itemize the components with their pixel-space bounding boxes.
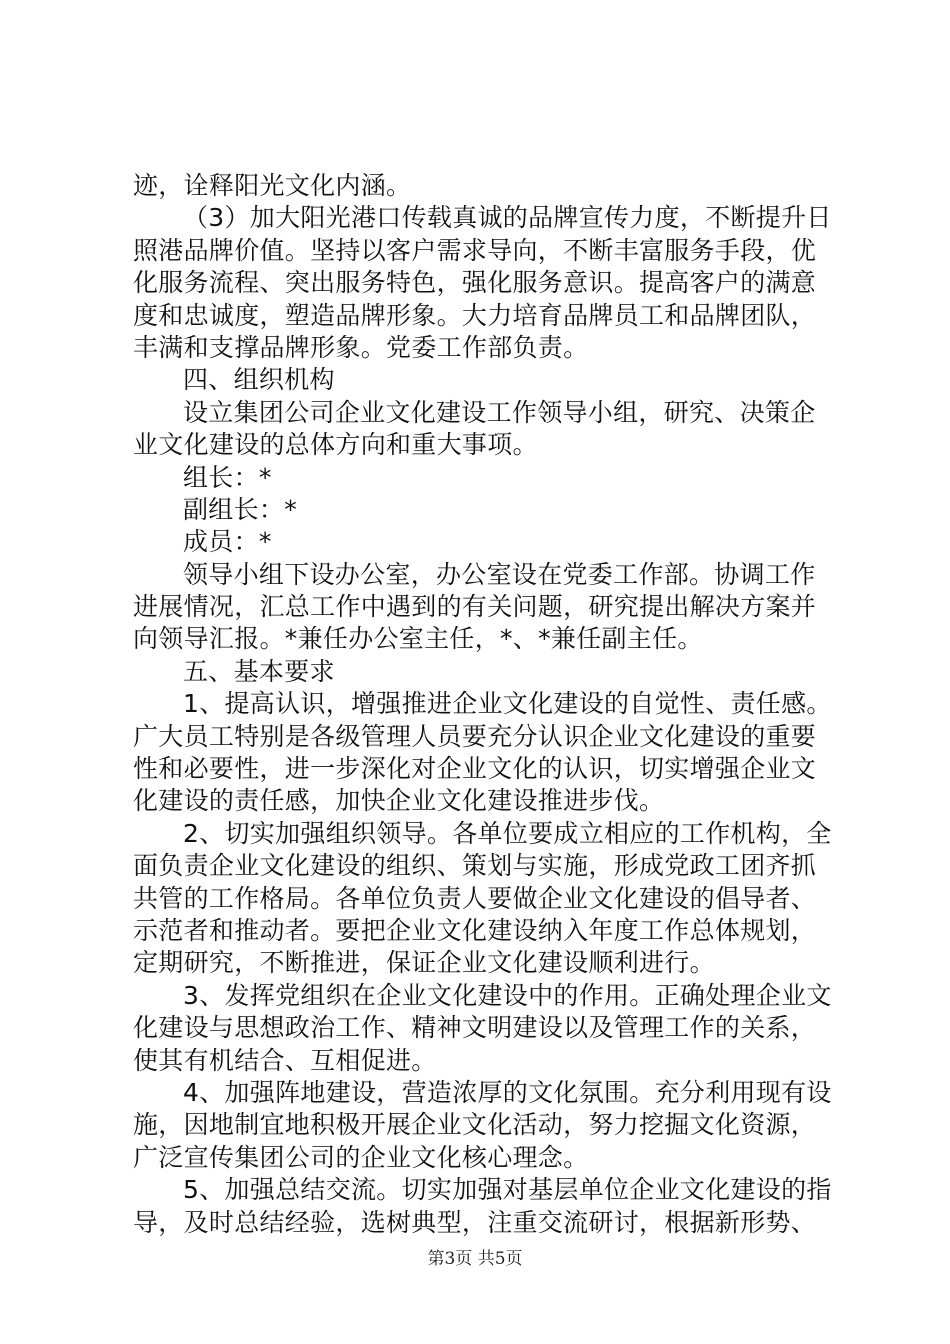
text-line: 定期研究，不断推进，保证企业文化建设顺利进行。 <box>133 948 715 978</box>
text-line: 化建设的责任感，加快企业文化建设推进步伐。 <box>133 786 665 816</box>
text-line: 化建设与思想政治工作、精神文明建设以及管理工作的关系， <box>133 1013 817 1043</box>
text-line: 4、加强阵地建设，营造浓厚的文化氛围。充分利用现有设 <box>183 1077 832 1107</box>
text-line: 化服务流程、突出服务特色，强化服务意识。提高客户的满意 <box>133 268 817 298</box>
text-line: 成员：* <box>183 527 272 557</box>
text-line: 广泛宣传集团公司的企业文化核心理念。 <box>133 1142 589 1172</box>
text-line: 5、加强总结交流。切实加强对基层单位企业文化建设的指 <box>183 1175 832 1205</box>
text-line: 迹，诠释阳光文化内涵。 <box>133 171 412 200</box>
text-line: 进展情况，汇总工作中遇到的有关问题，研究提出解决方案并 <box>133 592 817 622</box>
text-line: 组长：* <box>183 462 272 492</box>
text-line: 设立集团公司企业文化建设工作领导小组，研究、决策企 <box>183 397 816 427</box>
text-line: 领导小组下设办公室，办公室设在党委工作部。协调工作 <box>183 559 816 589</box>
text-line: 共管的工作格局。各单位负责人要做企业文化建设的倡导者、 <box>133 883 817 913</box>
text-line: 广大员工特别是各级管理人员要充分认识企业文化建设的重要 <box>133 721 817 751</box>
page-footer: 第3页 共5页 <box>427 1249 523 1269</box>
text-line: 使其有机结合、互相促进。 <box>133 1045 437 1075</box>
text-line: 3、发挥党组织在企业文化建设中的作用。正确处理企业文 <box>183 980 832 1010</box>
document-body <box>133 170 833 1239</box>
text-line: 示范者和推动者。要把企业文化建设纳入年度工作总体规划， <box>133 915 817 945</box>
text-line: 度和忠诚度，塑造品牌形象。大力培育品牌员工和品牌团队， <box>133 300 817 330</box>
text-line: 2、切实加强组织领导。各单位要成立相应的工作机构，全 <box>183 818 832 848</box>
text-line: 丰满和支撑品牌形象。党委工作部负责。 <box>133 332 589 362</box>
text-line: 照港品牌价值。坚持以客户需求导向，不断丰富服务手段，优 <box>133 235 817 265</box>
text-line: 1、提高认识，增强推进企业文化建设的自觉性、责任感。 <box>183 689 832 719</box>
section-heading: 四、组织机构 <box>183 365 335 395</box>
text-line: 业文化建设的总体方向和重大事项。 <box>133 430 538 460</box>
text-line: 施，因地制宜地积极开展企业文化活动，努力挖掘文化资源， <box>133 1110 817 1140</box>
section-heading: 五、基本要求 <box>183 656 335 686</box>
text-line: 性和必要性，进一步深化对企业文化的认识，切实增强企业文 <box>133 754 817 784</box>
text-line: （3）加大阳光港口传载真诚的品牌宣传力度，不断提升日 <box>183 203 832 233</box>
text-line: 副组长：* <box>183 494 298 524</box>
text-line: 向领导汇报。*兼任办公室主任，*、*兼任副主任。 <box>133 624 703 654</box>
text-line: 导，及时总结经验，选树典型，注重交流研讨，根据新形势、 <box>133 1207 817 1237</box>
text-line: 面负责企业文化建设的组织、策划与实施，形成党政工团齐抓 <box>133 851 817 881</box>
